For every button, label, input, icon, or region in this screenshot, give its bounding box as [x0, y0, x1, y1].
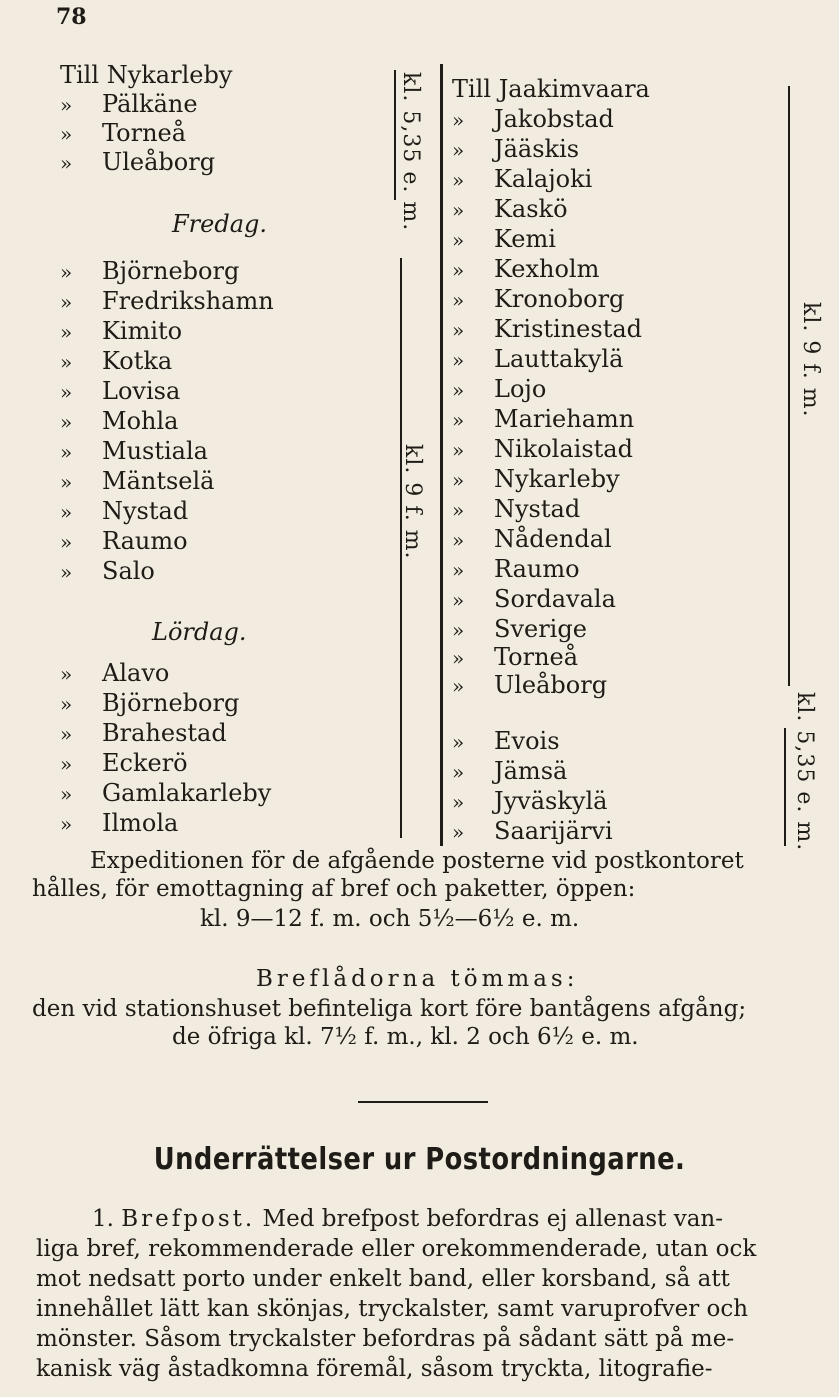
brace-group1 [388, 70, 396, 200]
list-item: » Sordavala [452, 585, 616, 613]
list-item: Till Jaakimvaara [452, 75, 650, 103]
time-label: kl. 5,35 e. m. [792, 692, 817, 852]
list-item: » Raumo [60, 527, 188, 555]
list-item: » Pälkäne [60, 90, 198, 118]
list-item: » Fredrikshamn [60, 287, 274, 315]
list-item: » Sverige [452, 615, 587, 643]
column-divider [440, 64, 443, 846]
list-item: » Evois [452, 727, 560, 755]
list-item: » Kristinestad [452, 315, 643, 343]
list-item: » Björneborg [60, 257, 240, 285]
list-item: » Nystad [452, 495, 581, 523]
list-item: » Torneå [452, 643, 579, 671]
list-item: » Kexholm [452, 255, 600, 283]
list-item: » Kalajoki [452, 165, 593, 193]
list-item: » Uleåborg [452, 671, 608, 699]
list-item: » Jakobstad [452, 105, 614, 133]
brace-group4 [778, 728, 786, 846]
list-item: » Kimito [60, 317, 183, 345]
list-item: » Nykarleby [452, 465, 620, 493]
list-item: » Kotka [60, 347, 173, 375]
list-item: » Björneborg [60, 689, 240, 717]
brace-group3 [782, 86, 790, 686]
paragraph-line: 1. Brefpost. Med brefpost befordras ej allenast van- [92, 1206, 723, 1232]
list-item: » Jämsä [452, 757, 568, 785]
paragraph-line: mot nedsatt porto under enkelt band, eller korsband, så att [36, 1266, 730, 1292]
time-label: kl. 5,35 e. m. [398, 72, 423, 232]
page-number: 78 [56, 4, 87, 30]
list-item: Till Nykarleby [60, 61, 233, 89]
list-item: » Raumo [452, 555, 580, 583]
list-item: » Mariehamn [452, 405, 635, 433]
list-item: » Brahestad [60, 719, 227, 747]
time-label: kl. 9 f. m. [798, 302, 823, 418]
list-item: » Kemi [452, 225, 556, 253]
list-item: » Ilmola [60, 809, 179, 837]
section-title: Underrättelser ur Postordningarne. [153, 1142, 686, 1177]
list-item: » Gamlakarleby [60, 779, 272, 807]
notice-line: Expeditionen för de afgående posterne vid postkontoret [90, 848, 744, 874]
paragraph-line: mönster. Såsom tryckalster befordras på sådant sätt på me- [36, 1326, 735, 1352]
paragraph-line: kanisk väg åstadkomna föremål, såsom tryckta, litografie- [36, 1356, 713, 1382]
list-item: » Lovisa [60, 377, 181, 405]
list-item: » Nikolaistad [452, 435, 633, 463]
list-item: » Mustiala [60, 437, 208, 465]
list-item: » Mohla [60, 407, 179, 435]
list-item: » Torneå [60, 119, 187, 147]
list-item: » Saarijärvi [452, 817, 613, 845]
list-item: » Jyväskylä [452, 787, 608, 815]
list-item: » Alavo [60, 659, 170, 687]
list-item: » Lojo [452, 375, 547, 403]
day-heading-lordag: Lördag. [152, 618, 247, 646]
notice-subheading: Breflådorna tömmas: [256, 966, 579, 992]
paragraph-brefpost [36, 1204, 816, 1384]
notice-line: den vid stationshuset befinteliga kort före bantågens afgång; [32, 996, 747, 1022]
day-heading-fredag: Fredag. [172, 210, 267, 238]
list-item: » Uleåborg [60, 148, 216, 176]
list-item: » Jääskis [452, 135, 580, 163]
list-item: » Salo [60, 557, 155, 585]
time-label: kl. 9 f. m. [400, 444, 425, 560]
list-item: » Nystad [60, 497, 189, 525]
paragraph-line: liga bref, rekommenderade eller orekommenderade, utan ock [36, 1236, 757, 1262]
list-item: » Mäntselä [60, 467, 215, 495]
list-item: » Lauttakylä [452, 345, 624, 373]
list-item: » Nådendal [452, 525, 612, 553]
paragraph-line: innehållet lätt kan skönjas, tryckalster, samt varuprofver och [36, 1296, 749, 1322]
list-item: » Kronoborg [452, 285, 625, 313]
list-item: » Eckerö [60, 749, 188, 777]
section-divider [358, 1101, 488, 1103]
notice-line: hålles, för emottagning af bref och paketter, öppen: [32, 876, 636, 902]
notice-line: de öfriga kl. 7½ f. m., kl. 2 och 6½ e. m. [172, 1024, 639, 1050]
list-item: » Kaskö [452, 195, 568, 223]
notice-hours: kl. 9—12 f. m. och 5½—6½ e. m. [200, 906, 580, 932]
